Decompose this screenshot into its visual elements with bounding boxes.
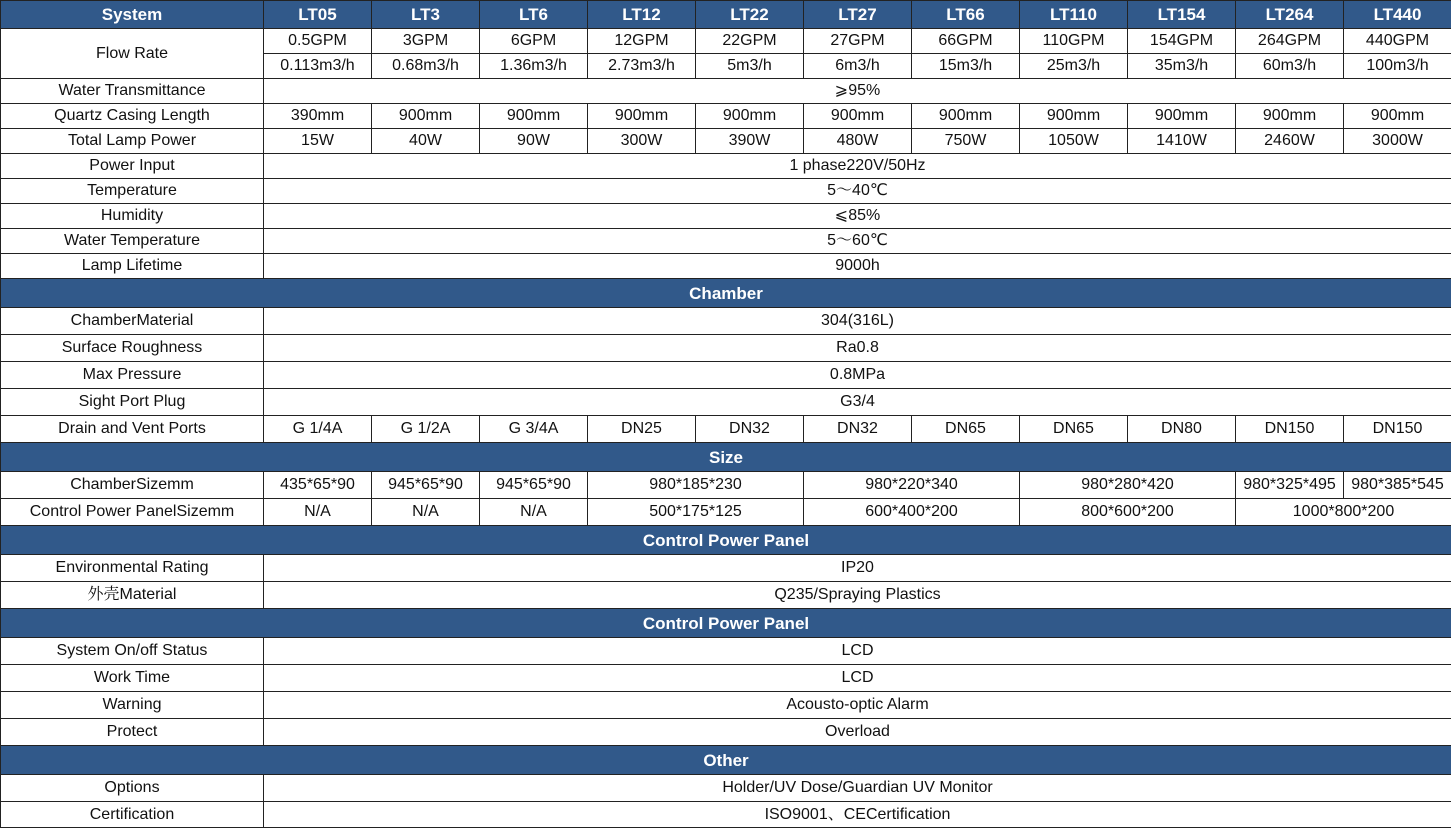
table-cell: 5～40℃ [264, 179, 1451, 204]
section-row [1, 609, 1451, 638]
table-cell: 900mm [696, 104, 804, 129]
table-cell: 0.68m3/h [372, 54, 480, 79]
table-cell: 12GPM [588, 29, 696, 54]
table-cell: 900mm [588, 104, 696, 129]
table-cell: 22GPM [696, 29, 804, 54]
row-label: Water Temperature [1, 229, 264, 254]
table-row [1, 638, 1451, 665]
table-cell: N/A [264, 499, 372, 526]
table-cell: 15W [264, 129, 372, 154]
table-row [1, 692, 1451, 719]
table-cell: DN32 [696, 416, 804, 443]
row-label: Certification [1, 802, 264, 828]
table-cell: 500*175*125 [588, 499, 804, 526]
row-label: Water Transmittance [1, 79, 264, 104]
table-cell: 600*400*200 [804, 499, 1020, 526]
table-cell: Q235/Spraying Plastics [264, 582, 1451, 609]
table-cell: 5m3/h [696, 54, 804, 79]
table-cell: DN25 [588, 416, 696, 443]
table-cell: 1050W [1020, 129, 1128, 154]
table-cell: 2.73m3/h [588, 54, 696, 79]
row-label: Humidity [1, 204, 264, 229]
table-cell: 945*65*90 [480, 472, 588, 499]
row-label: Quartz Casing Length [1, 104, 264, 129]
table-cell: Overload [264, 719, 1451, 746]
table-cell: 110GPM [1020, 29, 1128, 54]
table-cell: 980*280*420 [1020, 472, 1236, 499]
table-row [1, 29, 1451, 54]
table-cell: 0.113m3/h [264, 54, 372, 79]
table-row [1, 335, 1451, 362]
table-cell: 945*65*90 [372, 472, 480, 499]
table-row [1, 389, 1451, 416]
table-cell: 980*220*340 [804, 472, 1020, 499]
header-model: LT22 [696, 1, 804, 29]
table-cell: DN150 [1344, 416, 1451, 443]
table-cell: 900mm [912, 104, 1020, 129]
table-cell: 1000*800*200 [1236, 499, 1451, 526]
table-cell: Ra0.8 [264, 335, 1451, 362]
table-row [1, 582, 1451, 609]
row-label: 外壳Material [1, 582, 264, 609]
table-cell: 6GPM [480, 29, 588, 54]
header-model: LT27 [804, 1, 912, 29]
row-label: Options [1, 775, 264, 802]
row-label: Lamp Lifetime [1, 254, 264, 279]
table-row [1, 229, 1451, 254]
table-cell: 0.5GPM [264, 29, 372, 54]
header-model: LT05 [264, 1, 372, 29]
table-row [1, 719, 1451, 746]
table-cell: 5～60℃ [264, 229, 1451, 254]
table-cell: 390mm [264, 104, 372, 129]
table-cell: 390W [696, 129, 804, 154]
header-model: LT154 [1128, 1, 1236, 29]
table-cell: 1410W [1128, 129, 1236, 154]
table-row [1, 499, 1451, 526]
table-cell: N/A [372, 499, 480, 526]
table-cell: DN80 [1128, 416, 1236, 443]
header-model: LT3 [372, 1, 480, 29]
table-cell: 980*325*495 [1236, 472, 1344, 499]
table-cell: 480W [804, 129, 912, 154]
table-cell: G 1/2A [372, 416, 480, 443]
table-cell: 25m3/h [1020, 54, 1128, 79]
row-label: Control Power PanelSizemm [1, 499, 264, 526]
table-cell: 900mm [1236, 104, 1344, 129]
table-cell: 980*185*230 [588, 472, 804, 499]
row-label: Warning [1, 692, 264, 719]
table-cell: G3/4 [264, 389, 1451, 416]
table-row [1, 555, 1451, 582]
table-cell: 900mm [1128, 104, 1236, 129]
table-cell: 2460W [1236, 129, 1344, 154]
section-row [1, 526, 1451, 555]
row-label: Power Input [1, 154, 264, 179]
table-cell: Acousto-optic Alarm [264, 692, 1451, 719]
table-cell: ISO9001、CECertification [264, 802, 1451, 828]
table-cell: DN32 [804, 416, 912, 443]
table-row [1, 254, 1451, 279]
table-cell: N/A [480, 499, 588, 526]
table-cell: 3000W [1344, 129, 1451, 154]
table-row [1, 129, 1451, 154]
table-cell: 35m3/h [1128, 54, 1236, 79]
table-row [1, 802, 1451, 828]
table-cell: 800*600*200 [1020, 499, 1236, 526]
row-label: Work Time [1, 665, 264, 692]
table-row [1, 665, 1451, 692]
section-row [1, 279, 1451, 308]
table-cell: ⩾95% [264, 79, 1451, 104]
table-cell: 27GPM [804, 29, 912, 54]
section-row [1, 746, 1451, 775]
table-cell: 900mm [372, 104, 480, 129]
table-cell: 900mm [804, 104, 912, 129]
table-cell: 435*65*90 [264, 472, 372, 499]
table-row [1, 154, 1451, 179]
section-row [1, 443, 1451, 472]
header-model: LT66 [912, 1, 1020, 29]
table-cell: 980*385*545 [1344, 472, 1451, 499]
row-label: Sight Port Plug [1, 389, 264, 416]
table-cell: 90W [480, 129, 588, 154]
section-title-other: Other [1, 746, 1451, 775]
table-cell: 6m3/h [804, 54, 912, 79]
header-model: LT264 [1236, 1, 1344, 29]
table-cell: 440GPM [1344, 29, 1451, 54]
table-cell: 3GPM [372, 29, 480, 54]
row-label: Surface Roughness [1, 335, 264, 362]
row-label: Max Pressure [1, 362, 264, 389]
table-cell: 40W [372, 129, 480, 154]
table-cell: 1 phase220V/50Hz [264, 154, 1451, 179]
table-cell: 900mm [1344, 104, 1451, 129]
header-model: LT440 [1344, 1, 1451, 29]
table-cell: 900mm [480, 104, 588, 129]
header-system: System [1, 1, 264, 29]
table-cell: ⩽85% [264, 204, 1451, 229]
row-label: Flow Rate [1, 29, 264, 79]
table-cell: 100m3/h [1344, 54, 1451, 79]
table-cell: DN65 [912, 416, 1020, 443]
table-cell: 154GPM [1128, 29, 1236, 54]
table-row [1, 308, 1451, 335]
table-row [1, 416, 1451, 443]
table-cell: 304(316L) [264, 308, 1451, 335]
table-cell: G 3/4A [480, 416, 588, 443]
row-label: Temperature [1, 179, 264, 204]
table-row [1, 472, 1451, 499]
header-row [1, 1, 1451, 29]
table-cell: 15m3/h [912, 54, 1020, 79]
header-model: LT110 [1020, 1, 1128, 29]
table-cell: 66GPM [912, 29, 1020, 54]
table-row [1, 179, 1451, 204]
table-cell: 264GPM [1236, 29, 1344, 54]
row-label: Drain and Vent Ports [1, 416, 264, 443]
table-cell: DN150 [1236, 416, 1344, 443]
row-label: System On/off Status [1, 638, 264, 665]
table-cell: Holder/UV Dose/Guardian UV Monitor [264, 775, 1451, 802]
row-label: Environmental Rating [1, 555, 264, 582]
table-cell: 750W [912, 129, 1020, 154]
section-title-size: Size [1, 443, 1451, 472]
header-model: LT6 [480, 1, 588, 29]
table-row [1, 104, 1451, 129]
section-title-control-panel: Control Power Panel [1, 609, 1451, 638]
row-label: ChamberSizemm [1, 472, 264, 499]
header-model: LT12 [588, 1, 696, 29]
table-row [1, 79, 1451, 104]
table-cell: 9000h [264, 254, 1451, 279]
table-cell: LCD [264, 638, 1451, 665]
table-cell: IP20 [264, 555, 1451, 582]
table-cell: LCD [264, 665, 1451, 692]
row-label: ChamberMaterial [1, 308, 264, 335]
row-label: Total Lamp Power [1, 129, 264, 154]
table-cell: 1.36m3/h [480, 54, 588, 79]
table-row [1, 775, 1451, 802]
table-cell: DN65 [1020, 416, 1128, 443]
table-row [1, 204, 1451, 229]
table-cell: G 1/4A [264, 416, 372, 443]
table-cell: 900mm [1020, 104, 1128, 129]
table-cell: 300W [588, 129, 696, 154]
row-label: Protect [1, 719, 264, 746]
section-title-control-panel: Control Power Panel [1, 526, 1451, 555]
table-cell: 0.8MPa [264, 362, 1451, 389]
table-row [1, 362, 1451, 389]
section-title-chamber: Chamber [1, 279, 1451, 308]
table-cell: 60m3/h [1236, 54, 1344, 79]
